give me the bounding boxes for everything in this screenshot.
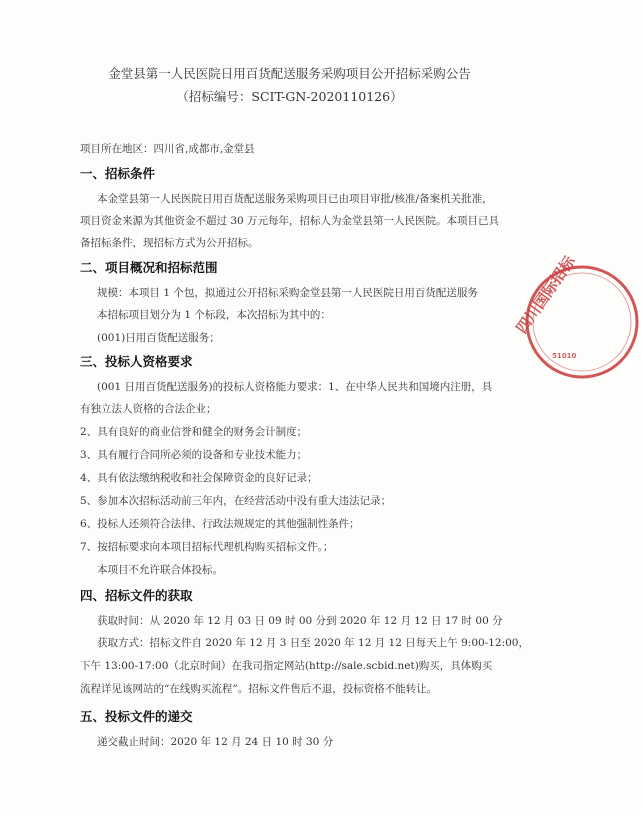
section-heading-1: 一、招标条件 [80, 166, 156, 181]
sec1-line-2: 项目资金来源为其他资金不超过 30 万元每年，招标人为金堂县第一人民医院。本项目已具 [80, 215, 500, 227]
seal-number: 51010 [552, 352, 577, 360]
company-seal [512, 252, 642, 382]
sec1-line-3: 备招标条件，现招标方式为公开招标。 [80, 237, 259, 249]
sec3-line-9: 本项目不允许联合体投标。 [97, 564, 223, 576]
sec3-line-2: 有独立法人资格的合法企业； [80, 403, 217, 415]
sec4-line-1: 获取时间：从 2020 年 12 月 03 日 09 时 00 分到 2020 年 12 月 12 日 17 时 00 分 [97, 615, 503, 627]
sec3-line-5: 4、具有依法缴纳税收和社会保障资金的良好记录； [80, 472, 318, 484]
tender-number: （招标编号：SCIT-GN-2020110126） [176, 89, 403, 104]
seal-text: 四川国际招标 [512, 252, 579, 337]
section-heading-4: 四、招标文件的获取 [80, 588, 193, 603]
sec5-line-1: 递交截止时间：2020 年 12 月 24 日 10 时 30 分 [97, 736, 334, 748]
sec2-line-3: (001)日用百货配送服务； [97, 332, 220, 344]
sec3-line-1: (001 日用百货配送服务)的投标人资格能力要求：1、在中华人民共和国境内注册，具 [97, 381, 493, 393]
sec2-line-2: 本招标项目划分为 1 个标段，本次招标为其中的： [97, 309, 331, 321]
sec3-line-6: 5、参加本次招标活动前三年内，在经营活动中没有重大违法记录； [80, 495, 392, 507]
sec4-line-4: 流程详见该网站的“在线购买流程”。招标文件售后不退，投标资格不能转让。 [80, 683, 438, 695]
project-location: 项目所在地区：四川省,成都市,金堂县 [80, 143, 255, 155]
sec3-line-4: 3、具有履行合同所必须的设备和专业技术能力； [80, 449, 308, 461]
sec4-line-3: 下午 13:00-17:00（北京时间）在我司指定网站(http://sale.scbid.net)购买，具体购买 [80, 660, 493, 672]
sec3-line-7: 6、投标人还须符合法律、行政法规规定的其他强制性条件； [80, 518, 360, 530]
sec3-line-8: 7、按招标要求向本项目招标代理机构购买招标文件。； [80, 541, 334, 553]
sec1-line-1: 本金堂县第一人民医院日用百货配送服务采购项目已由项目审批/核准/备案机关批准， [97, 193, 493, 205]
sec3-line-3: 2、具有良好的商业信誉和健全的财务会计制度； [80, 426, 308, 438]
document-title: 金堂县第一人民医院日用百货配送服务采购项目公开招标采购公告 [108, 66, 471, 81]
sec4-line-2: 获取方式：招标文件自 2020 年 12 月 3 日至 2020 年 12 月 12 日每天上午 9:00-12:00， [97, 637, 529, 649]
section-heading-5: 五、投标文件的递交 [80, 709, 193, 724]
sec2-line-1: 规模：本项目 1 个包，拟通过公开招标采购金堂县第一人民医院日用百货配送服务 [97, 287, 478, 299]
section-heading-2: 二、项目概况和招标范围 [80, 260, 218, 275]
section-heading-3: 三、投标人资格要求 [80, 354, 193, 369]
